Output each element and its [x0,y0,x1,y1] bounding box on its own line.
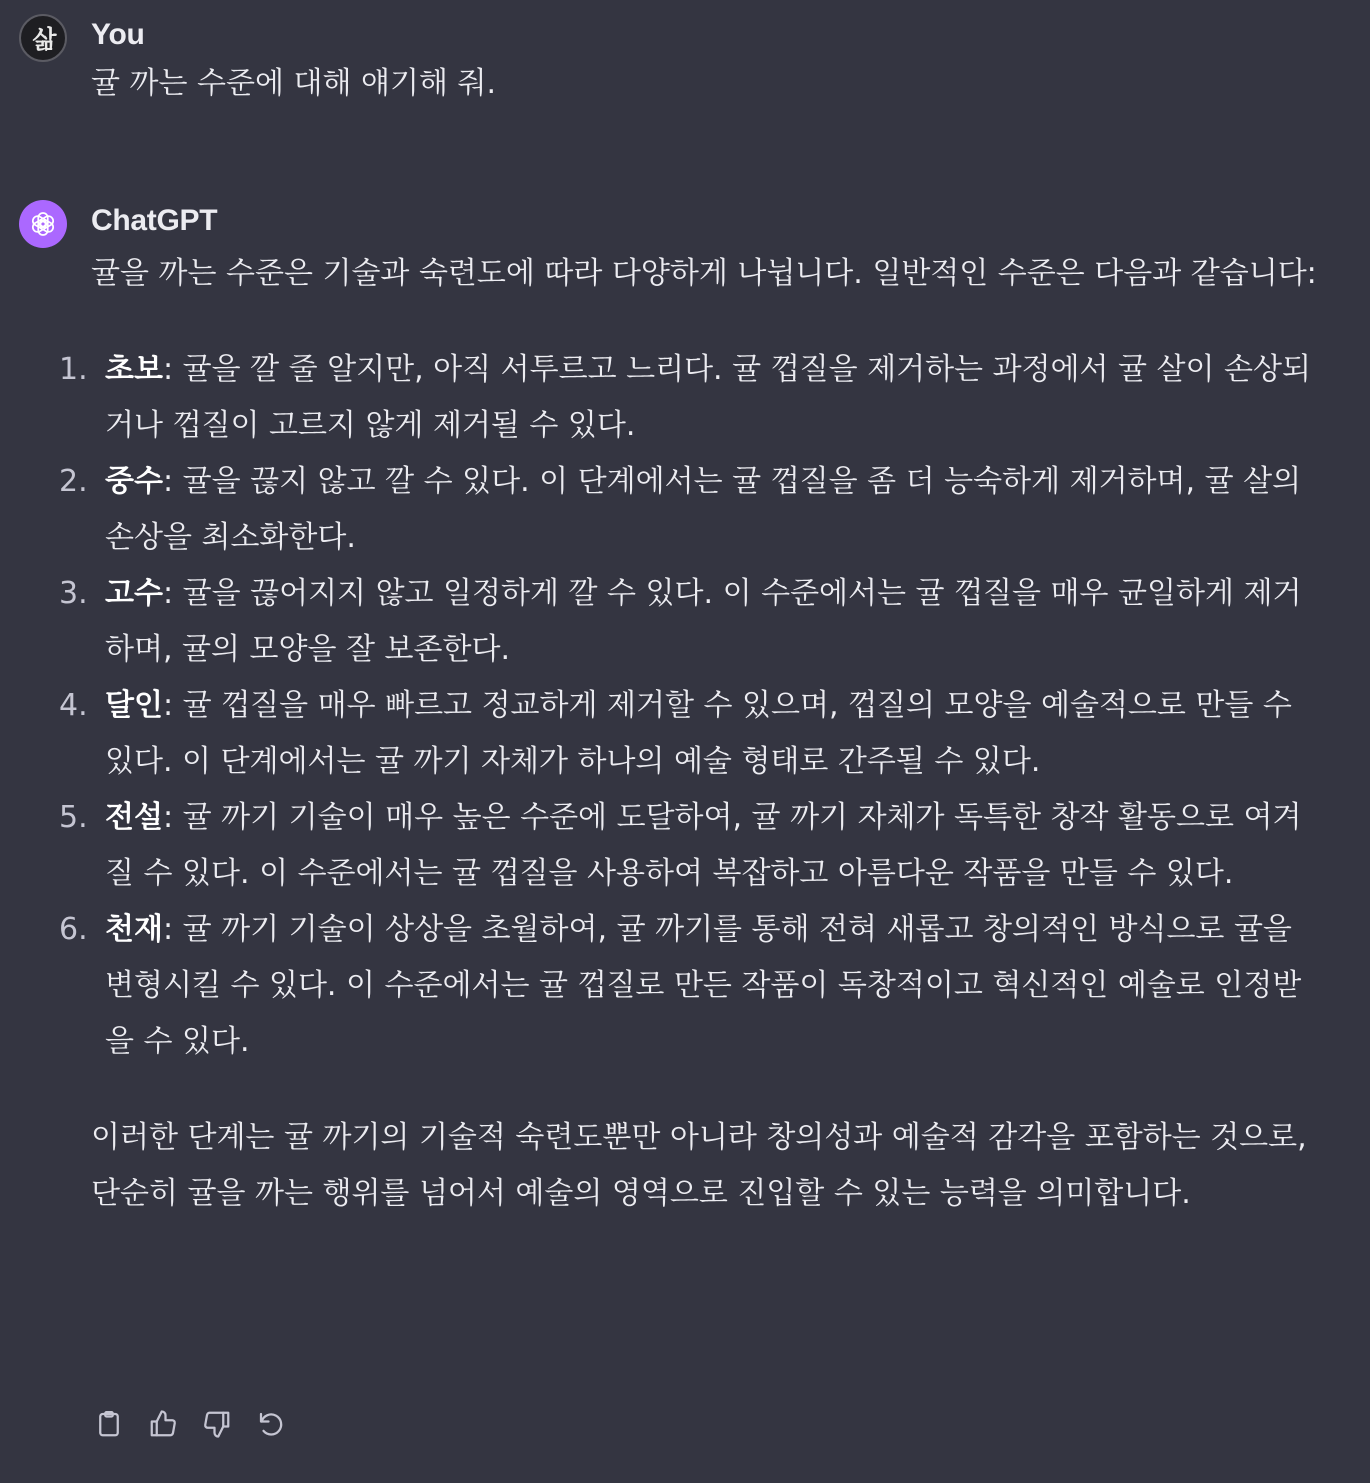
list-item-number: 4. [59,688,88,723]
list-item-text: : 귤 까기 기술이 매우 높은 수준에 도달하여, 귤 까기 자체가 독특한 창작 활동으로 여겨질 수 있다. 이 수준에서는 귤 껍질을 사용하여 복잡하고 아름다운 작품을 만들 수 있다. [105,800,1302,891]
list-item-term: 천재 [105,912,163,947]
list-item-text: : 귤 까기 기술이 상상을 초월하여, 귤 까기를 통해 전혀 새롭고 창의적인 방식으로 귤을 변형시킬 수 있다. 이 수준에서는 귤 껍질로 만든 작품이 독창적이고 혁신적인 예술로 인정받을 수 있다. [105,912,1302,1059]
assistant-author-name: ChatGPT [91,204,218,237]
list-item-term: 달인 [105,688,163,723]
thumbs-down-icon [202,1409,232,1439]
list-item [59,342,1321,454]
user-message-text: 귤 까는 수준에 대해 얘기해 줘. [91,66,496,101]
assistant-message-body [59,246,1321,1222]
list-item [59,454,1321,566]
message-actions [91,1406,289,1442]
refresh-icon [256,1409,286,1439]
assistant-avatar [19,200,67,248]
user-author-name: You [91,18,145,51]
user-message-body [91,56,1321,112]
list-item-term: 전설 [105,800,163,835]
list-item [59,566,1321,678]
user-avatar-text: 삶 [32,25,54,54]
thumbs-up-button[interactable] [145,1406,181,1442]
copy-button[interactable] [91,1406,127,1442]
list-item-number: 2. [59,464,88,499]
assistant-intro-text: 귤을 까는 수준은 기술과 숙련도에 따라 다양하게 나뉩니다. 일반적인 수준은 다음과 같습니다: [91,256,1317,291]
list-item [59,678,1321,790]
list-item-number: 5. [59,800,88,835]
thumbs-down-button[interactable] [199,1406,235,1442]
list-item [59,790,1321,902]
clipboard-icon [94,1409,124,1439]
list-item-term: 고수 [105,576,163,611]
assistant-conclusion-text: 이러한 단계는 귤 까기의 기술적 숙련도뿐만 아니라 창의성과 예술적 감각을 포함하는 것으로, 단순히 귤을 까는 행위를 넘어서 예술의 영역으로 진입할 수 있는 능력을 의미합니다. [91,1120,1307,1211]
list-item-number: 1. [59,352,88,387]
thumbs-up-icon [148,1409,178,1439]
list-item [59,902,1321,1070]
list-item-number: 6. [59,912,88,947]
openai-logo-icon [28,209,58,239]
list-item-text: : 귤을 끊어지지 않고 일정하게 깔 수 있다. 이 수준에서는 귤 껍질을 매우 균일하게 제거하며, 귤의 모양을 잘 보존한다. [105,576,1302,667]
levels-list [59,342,1321,1070]
list-item-text: : 귤을 끊지 않고 깔 수 있다. 이 단계에서는 귤 껍질을 좀 더 능숙하게 제거하며, 귤 살의 손상을 최소화한다. [105,464,1302,555]
regenerate-button[interactable] [253,1406,289,1442]
list-item-number: 3. [59,576,88,611]
list-item-text: : 귤 껍질을 매우 빠르고 정교하게 제거할 수 있으며, 껍질의 모양을 예술적으로 만들 수 있다. 이 단계에서는 귤 까기 자체가 하나의 예술 형태로 간주될 수 있다. [105,688,1292,779]
list-item-text: : 귤을 깔 줄 알지만, 아직 서투르고 느리다. 귤 껍질을 제거하는 과정에서 귤 살이 손상되거나 껍질이 고르지 않게 제거될 수 있다. [105,352,1311,443]
list-item-term: 중수 [105,464,163,499]
user-avatar [19,14,67,62]
list-item-term: 초보 [105,352,163,387]
